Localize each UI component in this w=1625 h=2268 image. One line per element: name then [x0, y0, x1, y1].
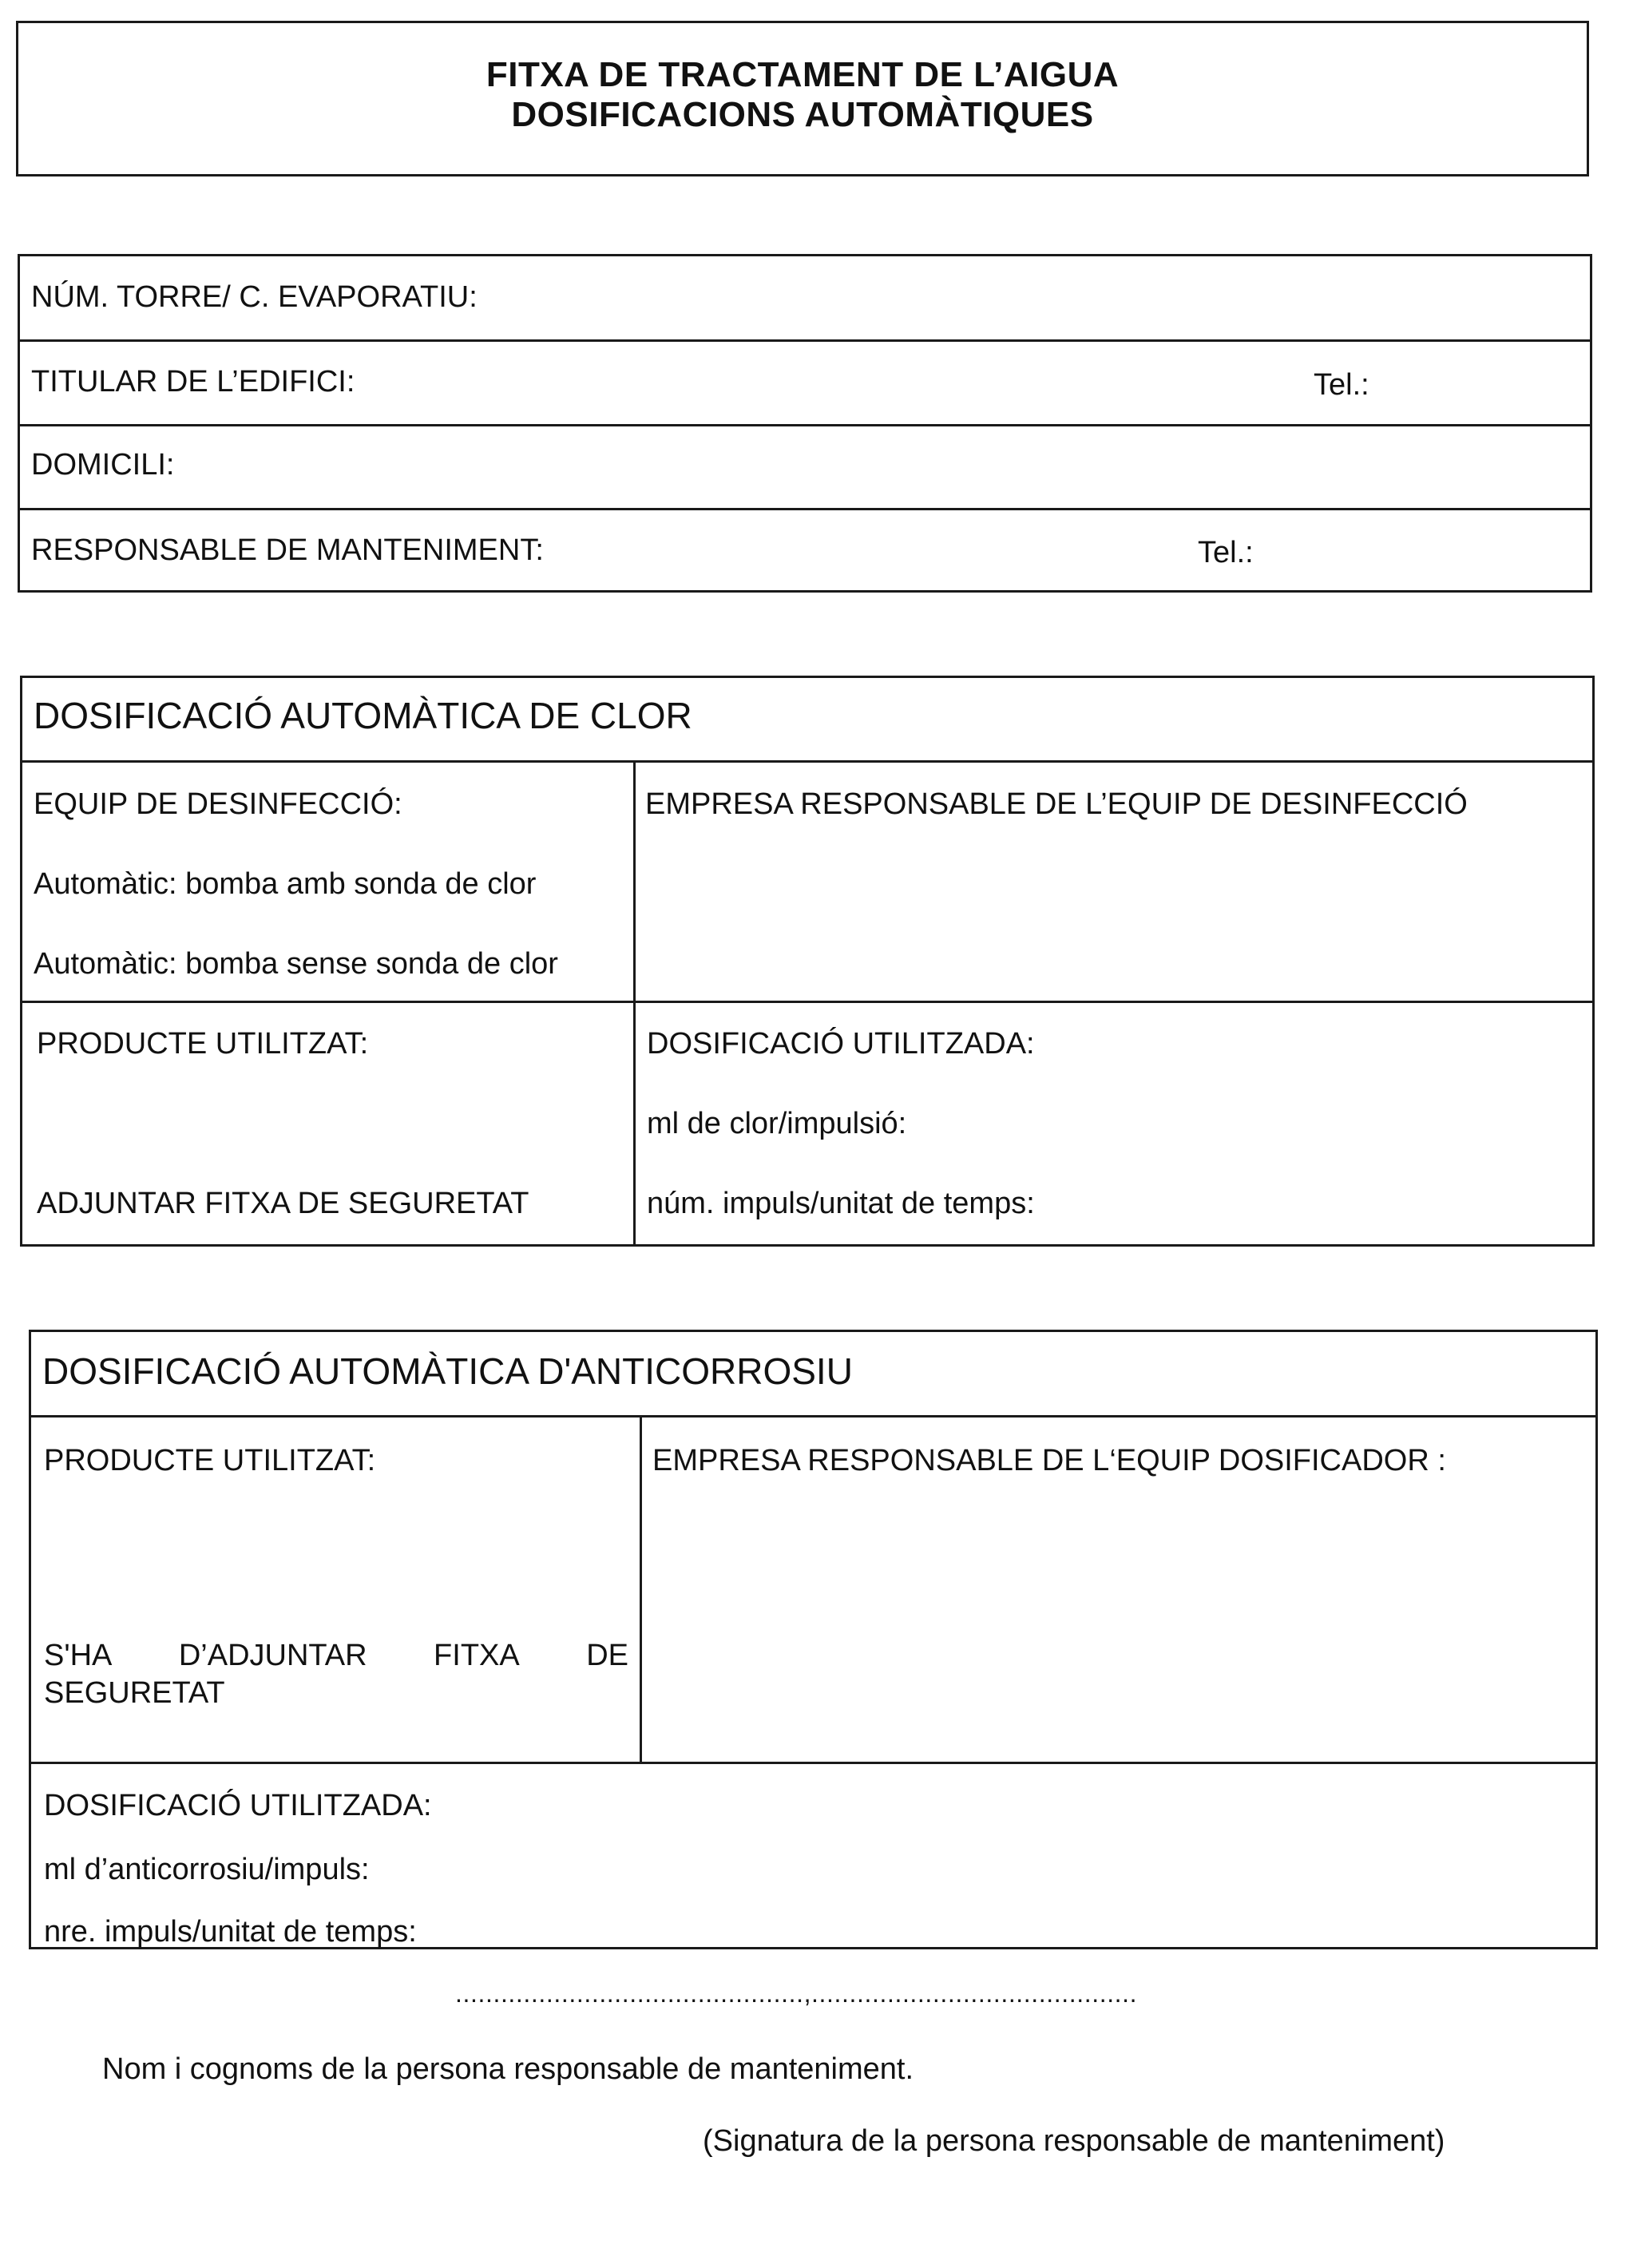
dosing-company-label: EMPRESA RESPONSABLE DE L‘EQUIP DOSIFICADOR :	[652, 1444, 1446, 1477]
row-divider	[31, 1762, 1595, 1764]
row-divider	[20, 424, 1590, 426]
anticorrosion-heading: DOSIFICACIÓ AUTOMÀTICA D'ANTICORROSIU	[42, 1350, 853, 1392]
column-divider	[640, 1415, 642, 1762]
signature-caption: (Signatura de la persona responsable de manteniment)	[703, 2124, 1445, 2158]
chlorine-ml-per-pulse-label: ml de clor/impulsió:	[647, 1107, 907, 1140]
anticorrosion-ml-per-pulse-label: ml d’anticorrosiu/impuls:	[44, 1853, 370, 1886]
anticorrosion-product-label: PRODUCTE UTILITZAT:	[44, 1444, 376, 1477]
equipment-label: EQUIP DE DESINFECCIÓ:	[34, 787, 402, 821]
option-without-probe: Automàtic: bomba sense sonda de clor	[34, 947, 558, 981]
safety-sheet-line2: SEGURETAT	[44, 1676, 225, 1710]
safety-sheet-word: DE	[586, 1639, 628, 1672]
name-caption: Nom i cognoms de la persona responsable de manteniment.	[102, 2052, 914, 2086]
title-box	[16, 21, 1589, 176]
anticorrosion-dosage-label: DOSIFICACIÓ UTILITZADA:	[44, 1789, 432, 1822]
owner-label: TITULAR DE L’EDIFICI:	[31, 365, 355, 398]
maintenance-tel-label: Tel.:	[1198, 536, 1254, 569]
row-divider	[20, 339, 1590, 342]
form-subtitle: DOSIFICACIONS AUTOMÀTIQUES	[511, 95, 1094, 134]
address-label: DOMICILI:	[31, 448, 175, 482]
disinfection-company-label: EMPRESA RESPONSABLE DE L’EQUIP DE DESINFECCIÓ	[645, 787, 1468, 821]
safety-sheet-word: D’ADJUNTAR	[178, 1639, 367, 1672]
row-divider	[22, 1001, 1592, 1003]
anticorrosion-dosing-table	[29, 1330, 1598, 1949]
signature-dotted-line: ..............................................,...........................................	[455, 1979, 1138, 2008]
chlorine-dosing-table	[20, 676, 1595, 1247]
chlorine-pulses-per-time-label: núm. impuls/unitat de temps:	[647, 1187, 1035, 1220]
anticorrosion-pulses-per-time-label: nre. impuls/unitat de temps:	[44, 1915, 417, 1949]
chlorine-product-label: PRODUCTE UTILITZAT:	[37, 1027, 369, 1061]
chlorine-safety-sheet-label: ADJUNTAR FITXA DE SEGURETAT	[37, 1187, 529, 1220]
chlorine-dosage-label: DOSIFICACIÓ UTILITZADA:	[647, 1027, 1035, 1061]
owner-tel-label: Tel.:	[1314, 368, 1369, 402]
chlorine-heading: DOSIFICACIÓ AUTOMÀTICA DE CLOR	[34, 695, 692, 736]
form-title: FITXA DE TRACTAMENT DE L’AIGUA	[486, 55, 1120, 94]
general-info-table	[18, 254, 1592, 593]
option-with-probe: Automàtic: bomba amb sonda de clor	[34, 867, 537, 901]
row-divider	[20, 508, 1590, 510]
safety-sheet-word: S'HA	[44, 1639, 113, 1672]
safety-sheet-word: FITXA	[434, 1639, 520, 1672]
maintenance-label: RESPONSABLE DE MANTENIMENT:	[31, 533, 544, 567]
tower-label: NÚM. TORRE/ C. EVAPORATIU:	[31, 280, 478, 314]
row-divider	[22, 760, 1592, 763]
row-divider	[31, 1415, 1595, 1418]
anticorrosion-safety-sheet	[44, 1639, 628, 1711]
